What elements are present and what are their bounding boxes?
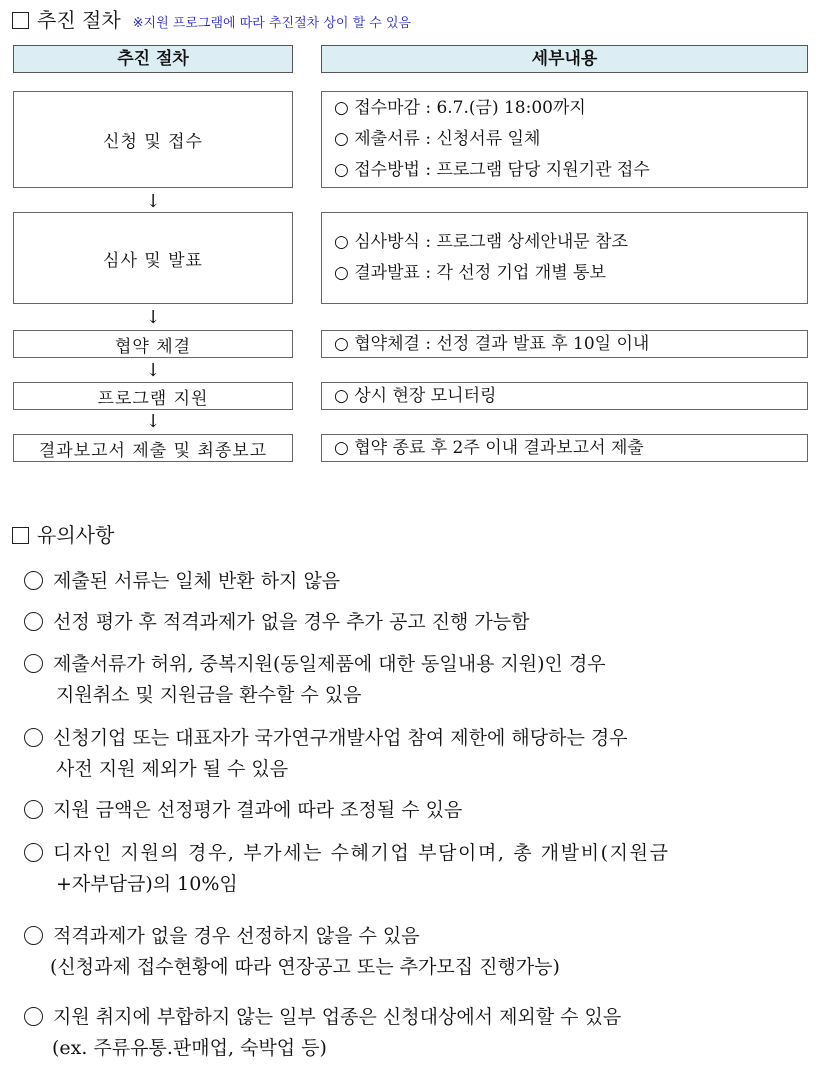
- note-item: 선정 평가 후 적격과제가 없을 경우 추가 공고 진행 가능함: [24, 607, 530, 638]
- circle-bullet-icon: [24, 571, 43, 590]
- column-header-step: 추진 절차: [13, 45, 293, 73]
- detail-box-agreement: [321, 330, 808, 358]
- circle-bullet-icon: [24, 843, 43, 862]
- circle-bullet-icon: [24, 612, 43, 631]
- step-box-review: 심사 및 발표: [13, 212, 293, 304]
- note-item: 제출서류가 허위, 중복지원(동일제품에 대한 동일내용 지원)인 경우 지원취소 및 지원금을 환수할 수 있음: [24, 649, 606, 711]
- circle-bullet-icon: [24, 1007, 43, 1026]
- column-header-detail: 세부내용: [321, 45, 808, 73]
- detail-line: ○ 제출서류 : 신청서류 일체: [334, 129, 541, 149]
- down-arrow-icon: ↓: [145, 191, 161, 212]
- notes-section-title: 유의사항: [12, 523, 114, 547]
- procedure-section-title: 추진 절차 ※지원 프로그램에 따라 추진절차 상이 할 수 있음: [12, 8, 411, 36]
- checkbox-square-icon: [12, 12, 29, 29]
- detail-line: ○ 결과발표 : 각 선정 기업 개별 통보: [334, 263, 606, 283]
- step-box-final-report: 결과보고서 제출 및 최종보고: [13, 434, 293, 462]
- detail-line: ○ 심사방식 : 프로그램 상세안내문 참조: [334, 232, 628, 252]
- circle-bullet-icon: [24, 800, 43, 819]
- circle-bullet-icon: [24, 728, 43, 747]
- note-item: 신청기업 또는 대표자가 국가연구개발사업 참여 제한에 해당하는 경우 사전 지원 제외가 될 수 있음: [24, 723, 628, 785]
- note-item: 적격과제가 없을 경우 선정하지 않을 수 있음 (신청과제 접수현황에 따라 연장공고 또는 추가모집 진행가능): [24, 921, 560, 983]
- step-box-agreement: 협약 체결: [13, 330, 293, 358]
- detail-box-final-report: [321, 434, 808, 462]
- circle-bullet-icon: [24, 654, 43, 673]
- step-box-program-support: 프로그램 지원: [13, 382, 293, 410]
- down-arrow-icon: ↓: [145, 307, 161, 328]
- down-arrow-icon: ↓: [145, 411, 161, 432]
- detail-line: ○ 접수방법 : 프로그램 담당 지원기관 접수: [334, 160, 650, 180]
- note-item: 디자인 지원의 경우, 부가세는 수혜기업 부담이며, 총 개발비(지원금 +자부담금)의 10%임: [24, 838, 814, 900]
- detail-line: ○ 상시 현장 모니터링: [334, 385, 497, 406]
- detail-line: ○ 협약체결 : 선정 결과 발표 후 10일 이내: [334, 333, 650, 354]
- step-box-application: 신청 및 접수: [13, 91, 293, 188]
- procedure-note: ※지원 프로그램에 따라 추진절차 상이 할 수 있음: [132, 16, 412, 31]
- note-item: 제출된 서류는 일체 반환 하지 않음: [24, 566, 340, 597]
- down-arrow-icon: ↓: [145, 360, 161, 381]
- detail-box-program-support: [321, 382, 808, 410]
- note-item: 지원 취지에 부합하지 않는 일부 업종은 신청대상에서 제외할 수 있음 (ex. 주류유통.판매업, 숙박업 등): [24, 1002, 621, 1064]
- detail-line: ○ 접수마감 : 6.7.(금) 18:00까지: [334, 98, 586, 118]
- detail-line: ○ 협약 종료 후 2주 이내 결과보고서 제출: [334, 437, 644, 458]
- note-item: 지원 금액은 선정평가 결과에 따라 조정될 수 있음: [24, 795, 462, 826]
- detail-box-application: [321, 91, 808, 188]
- detail-box-review: [321, 212, 808, 304]
- checkbox-square-icon: [12, 527, 29, 544]
- circle-bullet-icon: [24, 926, 43, 945]
